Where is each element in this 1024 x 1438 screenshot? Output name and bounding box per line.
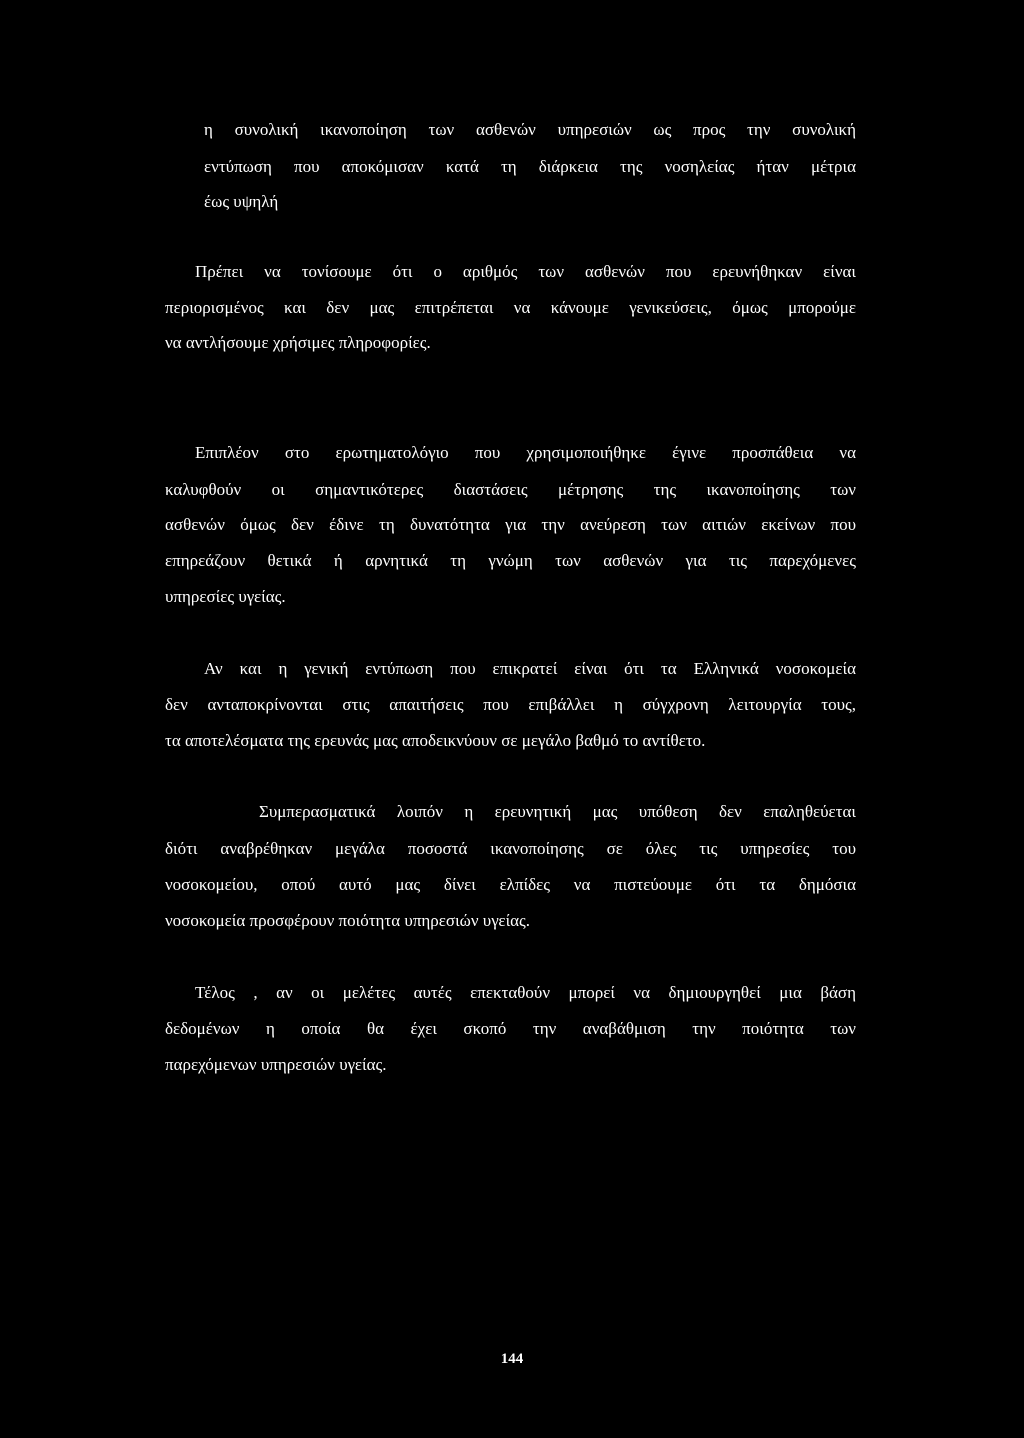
paragraph-line: Τέλος , αν οι μελέτες αυτές επεκταθούν μπορεί να δημιουργηθεί μια βάση — [195, 983, 856, 1002]
paragraph-line: καλυφθούν οι σημαντικότερες διαστάσεις μέτρησης της ικανοποίησης των — [165, 480, 856, 499]
paragraph-line: παρεχόμενων υπηρεσιών υγείας. — [165, 1055, 387, 1074]
paragraph-line: να αντλήσουμε χρήσιμες πληροφορίες. — [165, 333, 431, 352]
paragraph-line: Πρέπει να τονίσουμε ότι ο αριθμός των ασθενών που ερευνήθηκαν είναι — [195, 262, 856, 281]
paragraph-line: δεν ανταποκρίνονται στις απαιτήσεις που επιβάλλει η σύγχρονη λειτουργία τους, — [165, 695, 856, 714]
paragraph-line: Αν και η γενική εντύπωση που επικρατεί είναι ότι τα Ελληνικά νοσοκομεία — [204, 659, 856, 678]
paragraph-line: Συμπερασματικά λοιπόν η ερευνητική μας υπόθεση δεν επαληθεύεται — [259, 802, 856, 821]
paragraph-line: περιορισμένος και δεν μας επιτρέπεται να κάνουμε γενικεύσεις, όμως μπορούμε — [165, 298, 856, 317]
paragraph-line: εντύπωση που αποκόμισαν κατά τη διάρκεια της νοσηλείας ήταν μέτρια — [204, 157, 856, 176]
paragraph-line: Επιπλέον στο ερωτηματολόγιο που χρησιμοποιήθηκε έγινε προσπάθεια να — [195, 443, 856, 462]
paragraph-line: τα αποτελέσματα της ερευνάς μας αποδεικνύουν σε μεγάλο βαθμό το αντίθετο. — [165, 731, 706, 750]
paragraph-line: διότι αναβρέθηκαν μεγάλα ποσοστά ικανοποίησης σε όλες τις υπηρεσίες του — [165, 839, 856, 858]
paragraph-line: η συνολική ικανοποίηση των ασθενών υπηρεσιών ως προς την συνολική — [204, 120, 856, 139]
paragraph-line: νοσοκομείου, οπού αυτό μας δίνει ελπίδες να πιστεύουμε ότι τα δημόσια — [165, 875, 856, 894]
paragraph-line: δεδομένων η οποία θα έχει σκοπό την αναβάθμιση την ποιότητα των — [165, 1019, 856, 1038]
paragraph-line: ασθενών όμως δεν έδινε τη δυνατότητα για την ανεύρεση των αιτιών εκείνων που — [165, 515, 856, 534]
paragraph-line: έως υψηλή — [204, 192, 279, 211]
paragraph-line: υπηρεσίες υγείας. — [165, 587, 286, 606]
page-number: 144 — [500, 1351, 524, 1367]
paragraph-line: επηρεάζουν θετικά ή αρνητικά τη γνώμη των ασθενών για τις παρεχόμενες — [165, 551, 856, 570]
paragraph-line: νοσοκομεία προσφέρουν ποιότητα υπηρεσιών υγείας. — [165, 911, 531, 930]
